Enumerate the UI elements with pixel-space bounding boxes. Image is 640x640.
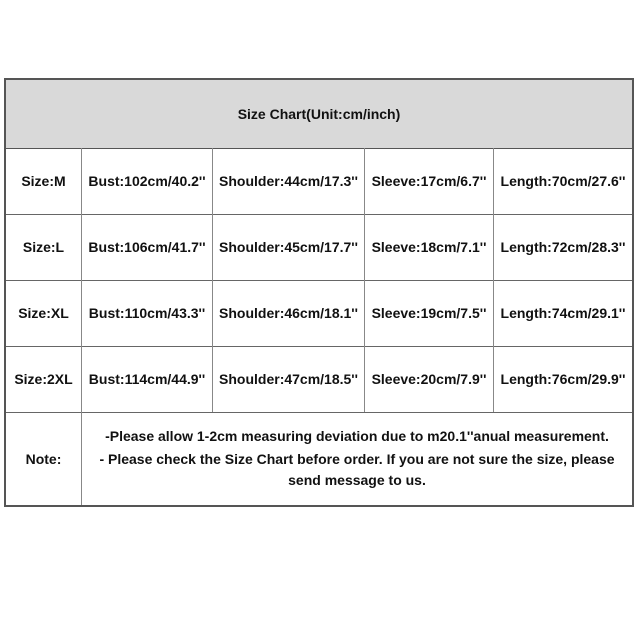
sleeve-cell: Sleeve:19cm/7.5'' (365, 280, 494, 346)
size-chart-title: Size Chart(Unit:cm/inch) (6, 80, 632, 149)
bust-cell: Bust:114cm/44.9'' (82, 346, 213, 412)
size-cell: Size:2XL (6, 346, 82, 412)
length-cell: Length:70cm/27.6'' (500, 173, 626, 189)
sleeve-cell: Sleeve:18cm/7.1'' (365, 214, 494, 280)
size-chart-table (4, 78, 634, 507)
shoulder-cell: Shoulder:46cm/18.1'' (213, 280, 365, 346)
bust-cell: Bust:106cm/41.7'' (82, 214, 213, 280)
table-row (6, 346, 632, 413)
length-cell: Length:76cm/29.9'' (500, 371, 626, 387)
length-cell: Length:74cm/29.1'' (500, 305, 626, 321)
table-row (6, 214, 632, 281)
bust-cell: Bust:110cm/43.3'' (82, 280, 213, 346)
length-cell: Length:72cm/28.3'' (500, 239, 626, 255)
size-cell: Size:M (6, 148, 82, 214)
note-text (82, 412, 632, 505)
shoulder-cell: Shoulder:45cm/17.7'' (213, 214, 365, 280)
table-row (6, 280, 632, 347)
note-row (6, 412, 632, 505)
bust-cell: Bust:102cm/40.2'' (82, 148, 213, 214)
shoulder-cell: Shoulder:47cm/18.5'' (213, 346, 365, 412)
size-cell: Size:XL (6, 280, 82, 346)
table-row (6, 148, 632, 215)
note-line-1: -Please allow 1-2cm measuring deviation due to m20.1''anual measurement. (105, 428, 609, 444)
sleeve-cell: Sleeve:17cm/6.7'' (365, 148, 494, 214)
note-label: Note: (6, 412, 82, 505)
shoulder-cell: Shoulder:44cm/17.3'' (213, 148, 365, 214)
note-line-2: - Please check the Size Chart before order. If you are not sure the size, please send message to us. (99, 451, 615, 488)
size-cell: Size:L (6, 214, 82, 280)
sleeve-cell: Sleeve:20cm/7.9'' (365, 346, 494, 412)
